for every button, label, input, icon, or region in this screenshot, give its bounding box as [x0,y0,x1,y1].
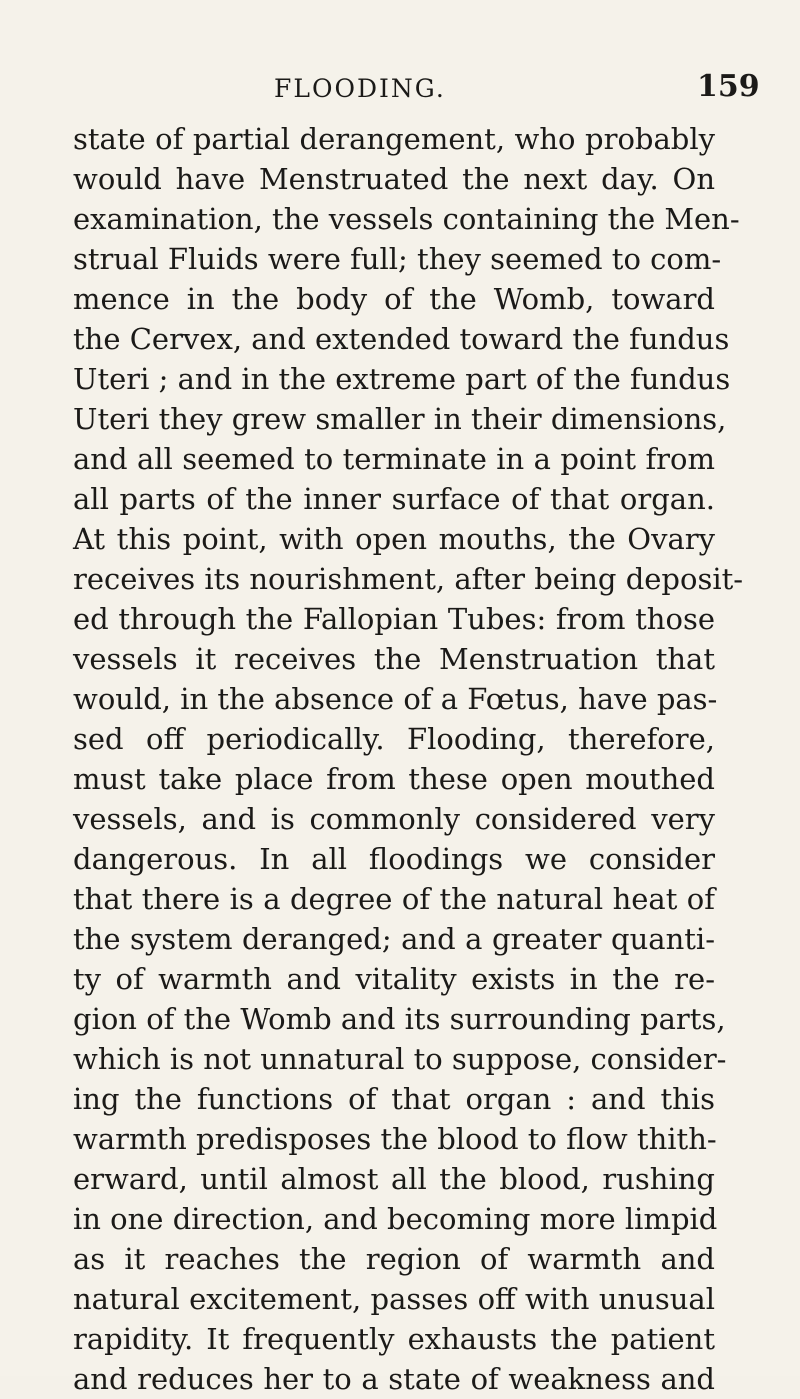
page-header [0,60,800,110]
text-line: sed off periodically. Flooding, therefore, [73,722,715,756]
text-line: vessels, and is commonly considered very [73,802,715,836]
text-line: erward, until almost all the blood, rushing [73,1162,715,1196]
text-line: the Cervex, and extended toward the fundus [73,322,730,356]
text-line: which is not unnatural to suppose, consider- [73,1042,727,1076]
text-line: Uteri they grew smaller in their dimensions, [73,402,727,436]
text-line: state of partial derangement, who probably [73,122,715,156]
text-line: ty of warmth and vitality exists in the re- [73,962,715,996]
text-line: warmth predisposes the blood to flow thith- [73,1122,717,1156]
text-line: dangerous. In all floodings we consider [73,842,715,876]
text-line: gion of the Womb and its surrounding parts, [73,1002,726,1036]
text-line: and all seemed to terminate in a point from [73,442,715,476]
page-number: 159 [697,69,760,104]
text-line: would, in the absence of a Fœtus, have pas- [73,682,718,716]
text-line: vessels it receives the Menstruation that [73,642,715,676]
text-line: At this point, with open mouths, the Ovary [73,522,715,556]
running-head: FLOODING. [274,74,446,103]
text-line: that there is a degree of the natural heat of [73,882,715,916]
text-line: all parts of the inner surface of that organ. [73,482,715,516]
text-line: receives its nourishment, after being deposit- [73,562,744,596]
text-line: ed through the Fallopian Tubes: from those [73,602,715,636]
text-line: and reduces her to a state of weakness and [73,1362,715,1396]
text-line: ing the functions of that organ : and this [73,1082,715,1116]
text-line: Uteri ; and in the extreme part of the fundus [73,362,731,396]
text-line: mence in the body of the Womb, toward [73,282,715,316]
text-line: must take place from these open mouthed [73,762,715,796]
text-line: would have Menstruated the next day. On [73,162,715,196]
text-line: rapidity. It frequently exhausts the patient [73,1322,715,1356]
text-line: in one direction, and becoming more limpid [73,1202,718,1236]
text-line: examination, the vessels containing the Men- [73,202,740,236]
text-line: natural excitement, passes off with unusual [73,1282,715,1316]
text-line: the system deranged; and a greater quanti- [73,922,715,956]
text-line: strual Fluids were full; they seemed to com- [73,242,722,276]
text-line: as it reaches the region of warmth and [73,1242,715,1276]
